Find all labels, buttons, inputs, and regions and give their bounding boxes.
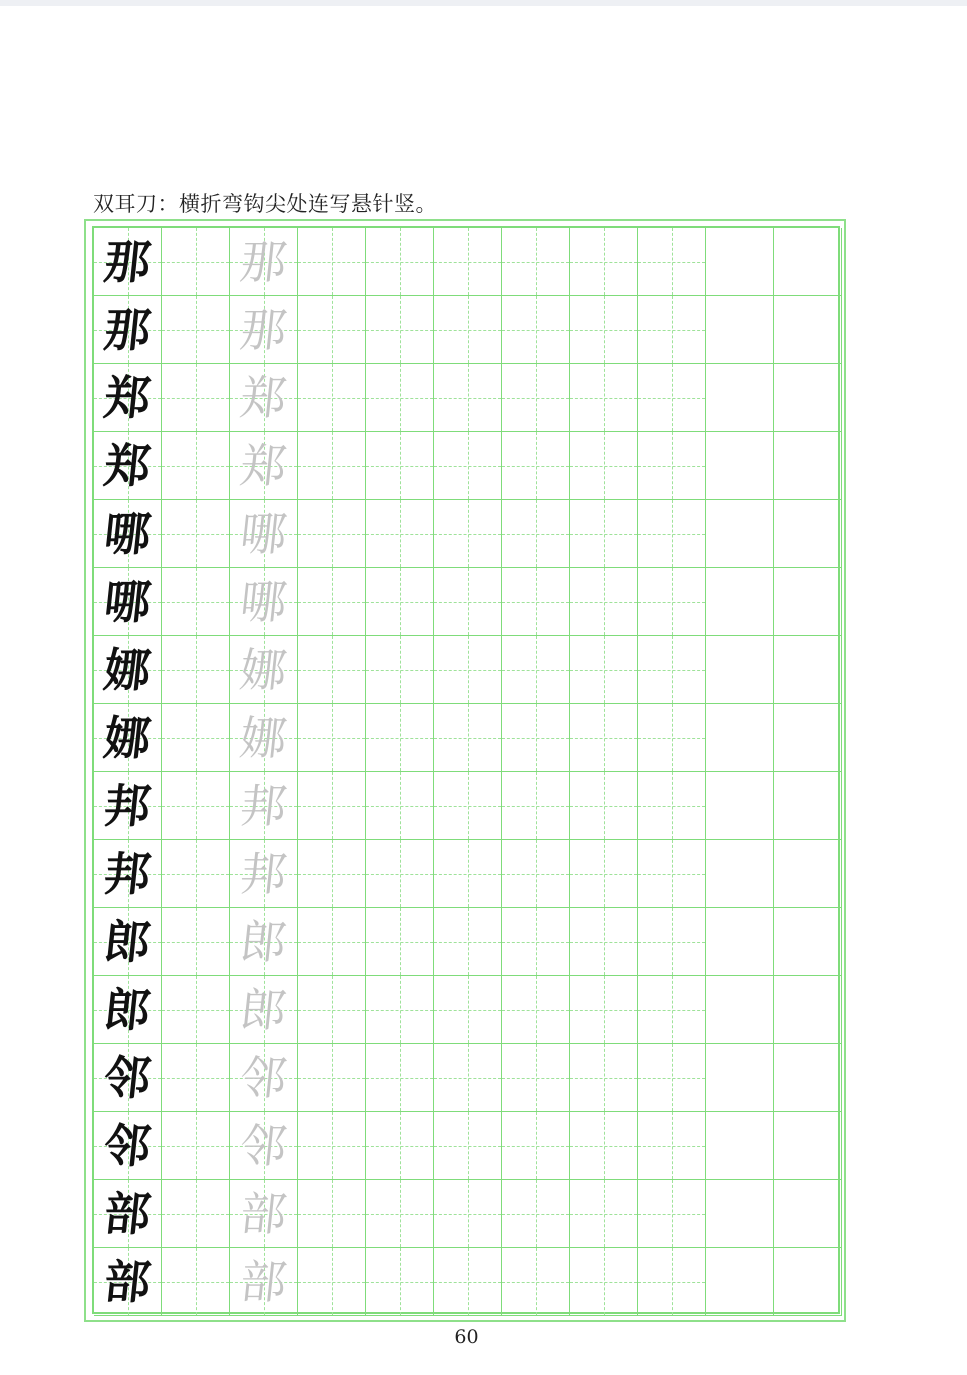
practice-cell [162, 1180, 230, 1248]
practice-cell [502, 500, 570, 568]
practice-cell [570, 1248, 638, 1316]
practice-cell [638, 296, 706, 364]
practice-row [94, 432, 838, 500]
trace-cell [230, 296, 298, 364]
practice-cell [366, 1248, 434, 1316]
model-character: 邻 [101, 1118, 154, 1173]
practice-cell [434, 296, 502, 364]
trace-character: 邻 [237, 1118, 290, 1173]
practice-cell [162, 908, 230, 976]
practice-row [94, 1248, 838, 1316]
practice-cell [366, 704, 434, 772]
practice-cell [638, 976, 706, 1044]
practice-cell [502, 228, 570, 296]
trace-cell [230, 1180, 298, 1248]
practice-cell [774, 772, 842, 840]
model-character: 郎 [101, 982, 154, 1037]
practice-cell [570, 1180, 638, 1248]
practice-cell [162, 840, 230, 908]
practice-row [94, 228, 838, 296]
practice-cell [570, 636, 638, 704]
practice-cell [162, 500, 230, 568]
trace-cell [230, 840, 298, 908]
practice-cell [434, 908, 502, 976]
trace-cell [230, 704, 298, 772]
model-cell [94, 1112, 162, 1180]
model-cell [94, 636, 162, 704]
model-character: 哪 [101, 506, 154, 561]
trace-cell [230, 976, 298, 1044]
practice-cell [638, 568, 706, 636]
model-character: 哪 [101, 574, 154, 629]
practice-cell [774, 840, 842, 908]
practice-cell [434, 704, 502, 772]
trace-character: 哪 [237, 506, 290, 561]
practice-cell [366, 296, 434, 364]
practice-cell [162, 364, 230, 432]
practice-cell [570, 704, 638, 772]
practice-cell [366, 908, 434, 976]
practice-cell [774, 228, 842, 296]
practice-cell [502, 296, 570, 364]
practice-cell [162, 636, 230, 704]
practice-cell [502, 1248, 570, 1316]
trace-cell [230, 364, 298, 432]
trace-character: 郑 [237, 370, 290, 425]
practice-cell [706, 432, 774, 500]
trace-cell [230, 772, 298, 840]
practice-cell [298, 1112, 366, 1180]
practice-cell [366, 500, 434, 568]
trace-character: 邻 [237, 1050, 290, 1105]
trace-cell [230, 500, 298, 568]
model-character: 郎 [101, 914, 154, 969]
practice-cell [162, 568, 230, 636]
practice-cell [638, 1180, 706, 1248]
trace-character: 邦 [237, 778, 290, 833]
practice-cell [434, 228, 502, 296]
practice-cell [570, 908, 638, 976]
practice-cell [298, 704, 366, 772]
trace-character: 部 [237, 1186, 290, 1241]
page-number: 60 [454, 1326, 479, 1348]
practice-cell [434, 364, 502, 432]
model-character: 邦 [101, 846, 154, 901]
practice-cell [706, 636, 774, 704]
practice-row [94, 296, 838, 364]
practice-cell [298, 840, 366, 908]
practice-cell [434, 772, 502, 840]
practice-row [94, 772, 838, 840]
practice-cell [706, 772, 774, 840]
practice-cell [434, 1248, 502, 1316]
model-cell [94, 568, 162, 636]
model-cell [94, 772, 162, 840]
practice-cell [434, 1112, 502, 1180]
practice-cell [434, 1180, 502, 1248]
practice-cell [706, 568, 774, 636]
practice-cell [502, 432, 570, 500]
practice-cell [638, 500, 706, 568]
model-character: 娜 [101, 710, 154, 765]
practice-cell [706, 908, 774, 976]
trace-cell [230, 908, 298, 976]
practice-cell [502, 1112, 570, 1180]
model-character: 部 [101, 1186, 154, 1241]
practice-cell [434, 432, 502, 500]
practice-cell [774, 1180, 842, 1248]
practice-cell [502, 908, 570, 976]
practice-row [94, 1044, 838, 1112]
trace-character: 那 [237, 302, 290, 357]
practice-row [94, 364, 838, 432]
practice-cell [570, 1112, 638, 1180]
practice-cell [706, 704, 774, 772]
practice-cell [774, 976, 842, 1044]
practice-cell [366, 228, 434, 296]
practice-cell [706, 228, 774, 296]
practice-cell [162, 772, 230, 840]
model-character: 邻 [101, 1050, 154, 1105]
practice-cell [706, 840, 774, 908]
practice-cell [162, 1248, 230, 1316]
practice-cell [706, 364, 774, 432]
practice-cell [502, 704, 570, 772]
practice-cell [298, 568, 366, 636]
practice-cell [706, 500, 774, 568]
practice-cell [774, 1044, 842, 1112]
practice-cell [298, 228, 366, 296]
practice-cell [638, 704, 706, 772]
trace-character: 那 [237, 234, 290, 289]
practice-cell [366, 636, 434, 704]
model-character: 郑 [101, 438, 154, 493]
practice-cell [774, 908, 842, 976]
practice-row [94, 976, 838, 1044]
practice-cell [570, 772, 638, 840]
practice-cell [434, 1044, 502, 1112]
practice-cell [298, 364, 366, 432]
practice-cell [570, 228, 638, 296]
trace-character: 部 [237, 1254, 290, 1309]
model-cell [94, 1248, 162, 1316]
practice-row [94, 1112, 838, 1180]
model-character: 那 [101, 234, 154, 289]
practice-cell [774, 500, 842, 568]
trace-character: 哪 [237, 574, 290, 629]
practice-cell [366, 772, 434, 840]
model-cell [94, 296, 162, 364]
practice-cell [774, 568, 842, 636]
model-cell [94, 976, 162, 1044]
trace-cell [230, 636, 298, 704]
practice-cell [298, 432, 366, 500]
practice-row [94, 840, 838, 908]
model-cell [94, 500, 162, 568]
practice-cell [706, 1044, 774, 1112]
practice-cell [434, 840, 502, 908]
trace-cell [230, 568, 298, 636]
practice-cell [162, 432, 230, 500]
practice-row [94, 500, 838, 568]
practice-cell [638, 228, 706, 296]
practice-cell [570, 568, 638, 636]
instruction-text: 双耳刀：横折弯钩尖处连写悬针竖。 [93, 192, 437, 216]
practice-cell [706, 1248, 774, 1316]
trace-cell [230, 432, 298, 500]
practice-row [94, 568, 838, 636]
model-cell [94, 908, 162, 976]
practice-cell [638, 908, 706, 976]
practice-grid [92, 226, 840, 1314]
practice-cell [366, 432, 434, 500]
practice-cell [570, 1044, 638, 1112]
practice-cell [774, 1112, 842, 1180]
practice-cell [706, 976, 774, 1044]
practice-cell [366, 1180, 434, 1248]
practice-cell [298, 1248, 366, 1316]
trace-cell [230, 1044, 298, 1112]
practice-cell [434, 568, 502, 636]
practice-cell [298, 976, 366, 1044]
practice-cell [706, 1180, 774, 1248]
trace-character: 娜 [237, 642, 290, 697]
practice-cell [570, 432, 638, 500]
practice-cell [638, 1112, 706, 1180]
practice-cell [298, 908, 366, 976]
practice-cell [570, 500, 638, 568]
practice-cell [162, 976, 230, 1044]
practice-cell [638, 364, 706, 432]
practice-cell [638, 1248, 706, 1316]
practice-cell [706, 296, 774, 364]
model-character: 娜 [101, 642, 154, 697]
practice-cell [502, 568, 570, 636]
practice-cell [162, 296, 230, 364]
practice-cell [706, 1112, 774, 1180]
practice-cell [162, 1044, 230, 1112]
practice-cell [298, 296, 366, 364]
practice-row [94, 908, 838, 976]
practice-cell [774, 364, 842, 432]
practice-cell [298, 1180, 366, 1248]
practice-cell [502, 1180, 570, 1248]
practice-cell [366, 976, 434, 1044]
practice-cell [366, 840, 434, 908]
top-band [0, 0, 967, 6]
practice-cell [570, 976, 638, 1044]
practice-cell [502, 840, 570, 908]
trace-character: 郎 [237, 982, 290, 1037]
practice-row [94, 1180, 838, 1248]
practice-cell [774, 636, 842, 704]
practice-cell [502, 772, 570, 840]
practice-cell [502, 364, 570, 432]
practice-cell [570, 296, 638, 364]
practice-cell [434, 976, 502, 1044]
practice-cell [298, 1044, 366, 1112]
model-cell [94, 704, 162, 772]
practice-cell [298, 636, 366, 704]
practice-cell [638, 636, 706, 704]
practice-cell [434, 636, 502, 704]
practice-cell [774, 704, 842, 772]
practice-cell [774, 432, 842, 500]
practice-cell [638, 840, 706, 908]
practice-cell [434, 500, 502, 568]
model-cell [94, 228, 162, 296]
practice-cell [502, 636, 570, 704]
practice-cell [502, 976, 570, 1044]
model-character: 那 [101, 302, 154, 357]
practice-cell [298, 772, 366, 840]
model-cell [94, 1044, 162, 1112]
practice-row [94, 636, 838, 704]
practice-cell [570, 840, 638, 908]
model-cell [94, 364, 162, 432]
practice-cell [366, 364, 434, 432]
trace-cell [230, 228, 298, 296]
practice-cell [366, 1112, 434, 1180]
model-cell [94, 432, 162, 500]
practice-cell [162, 228, 230, 296]
practice-cell [162, 1112, 230, 1180]
practice-cell [638, 1044, 706, 1112]
practice-cell [366, 568, 434, 636]
trace-character: 郎 [237, 914, 290, 969]
practice-cell [638, 432, 706, 500]
practice-cell [774, 296, 842, 364]
model-cell [94, 840, 162, 908]
practice-cell [162, 704, 230, 772]
trace-character: 邦 [237, 846, 290, 901]
model-character: 部 [101, 1254, 154, 1309]
practice-cell [502, 1044, 570, 1112]
practice-cell [774, 1248, 842, 1316]
practice-cell [570, 364, 638, 432]
practice-cell [366, 1044, 434, 1112]
trace-cell [230, 1112, 298, 1180]
model-character: 郑 [101, 370, 154, 425]
trace-character: 娜 [237, 710, 290, 765]
trace-cell [230, 1248, 298, 1316]
model-character: 邦 [101, 778, 154, 833]
model-cell [94, 1180, 162, 1248]
practice-cell [298, 500, 366, 568]
practice-cell [638, 772, 706, 840]
trace-character: 郑 [237, 438, 290, 493]
practice-row [94, 704, 838, 772]
